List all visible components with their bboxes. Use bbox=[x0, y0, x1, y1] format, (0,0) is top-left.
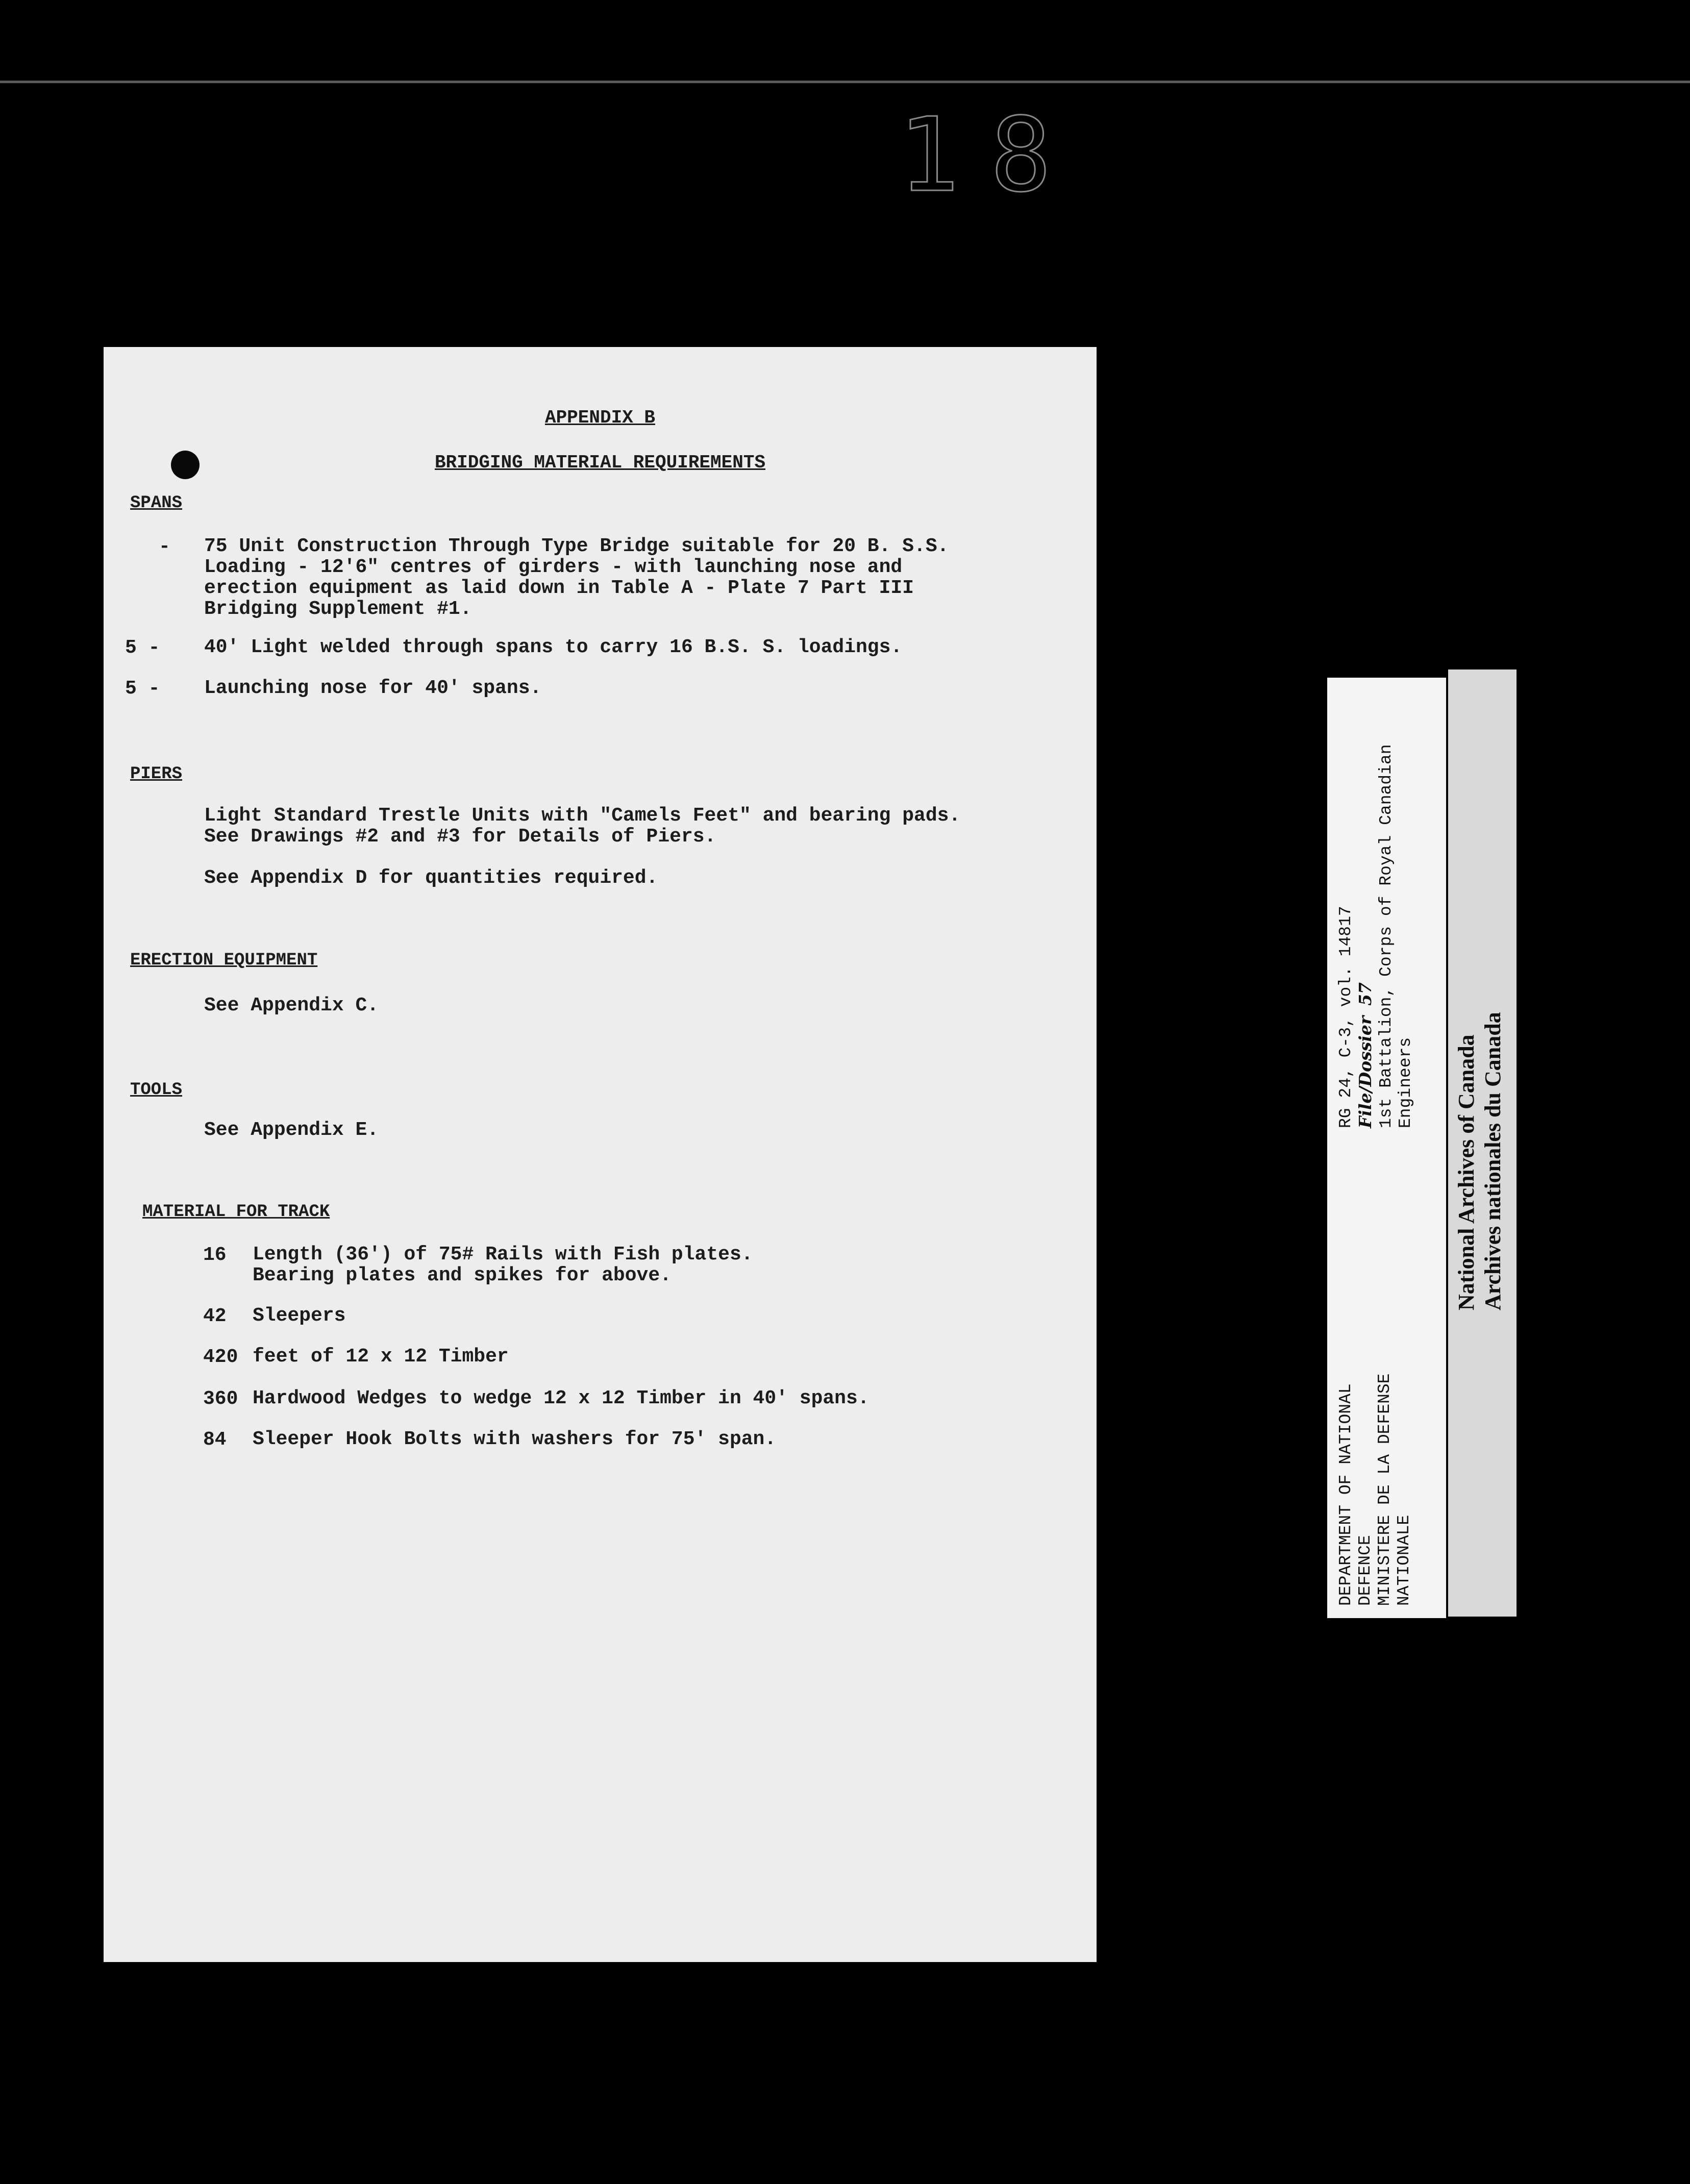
section-heading-erection-equipment: ERECTION EQUIPMENT bbox=[130, 951, 318, 970]
page-title: APPENDIX B bbox=[544, 407, 656, 428]
file-number-handwritten: 57 bbox=[1355, 982, 1375, 1006]
archives-stamp-label bbox=[1448, 669, 1517, 1617]
track-item: Sleepers bbox=[253, 1305, 346, 1327]
list-item: 40' Light welded through spans to carry 16 B.S. S. loadings. bbox=[204, 636, 903, 658]
track-quantity: 16 bbox=[203, 1244, 227, 1266]
stamp-line-english: National Archives of Canada bbox=[1454, 1034, 1479, 1310]
stamp-line-french: Archives nationales du Canada bbox=[1480, 1012, 1505, 1310]
track-item: Sleeper Hook Bolts with washers for 75' span. bbox=[253, 1428, 777, 1450]
archive-reference-label bbox=[1327, 678, 1446, 1618]
section-heading-piers: PIERS bbox=[130, 764, 183, 784]
file-dossier-handwritten: File/Dossier bbox=[1355, 1015, 1375, 1128]
archive-reference bbox=[1336, 689, 1415, 1128]
list-item: 75 Unit Construction Through Type Bridge suitable for 20 B. S.S. Loading - 12'6" centres of girders - with launching nose and erection equipment as laid down in Table A - Plate 7 Part III Bridging Supplement #1. bbox=[204, 535, 949, 620]
list-bullet: 5 - bbox=[125, 637, 160, 659]
unit-text: 1st Battalion, Corps of Royal Canadian Engineers bbox=[1377, 744, 1415, 1128]
film-edge-rule bbox=[0, 81, 1690, 83]
list-item: Launching nose for 40' spans. bbox=[204, 677, 542, 699]
department-text: DEPARTMENT OF NATIONAL DEFENCE MINISTERE DE LA DEFENSE NATIONALE bbox=[1336, 1373, 1413, 1606]
track-item: feet of 12 x 12 Timber bbox=[253, 1346, 509, 1368]
track-item: Length (36') of 75# Rails with Fish plates. Bearing plates and spikes for above. bbox=[253, 1244, 753, 1286]
section-heading-tools: TOOLS bbox=[130, 1080, 183, 1100]
track-item: Hardwood Wedges to wedge 12 x 12 Timber in 40' spans. bbox=[253, 1387, 869, 1409]
tools-paragraph: See Appendix E. bbox=[204, 1119, 379, 1141]
frame-number: 18 bbox=[898, 96, 1082, 215]
reference-line: RG 24, C-3, vol. 14817 bbox=[1336, 906, 1355, 1128]
track-quantity: 420 bbox=[203, 1346, 238, 1368]
track-quantity: 360 bbox=[203, 1388, 238, 1410]
section-heading-material-for-track: MATERIAL FOR TRACK bbox=[142, 1202, 330, 1222]
piers-paragraph: See Appendix D for quantities required. bbox=[204, 867, 658, 889]
page-subtitle: BRIDGING MATERIAL REQUIREMENTS bbox=[434, 452, 766, 473]
list-bullet: 5 - bbox=[125, 678, 160, 700]
track-quantity: 84 bbox=[203, 1429, 227, 1451]
section-heading-spans: SPANS bbox=[130, 493, 183, 513]
piers-paragraph: Light Standard Trestle Units with "Camels Feet" and bearing pads. See Drawings #2 and #3 for Details of Piers. bbox=[204, 805, 961, 848]
erection-paragraph: See Appendix C. bbox=[204, 995, 379, 1016]
track-quantity: 42 bbox=[203, 1305, 227, 1327]
document-page bbox=[104, 347, 1097, 1962]
list-bullet: - bbox=[159, 536, 170, 558]
